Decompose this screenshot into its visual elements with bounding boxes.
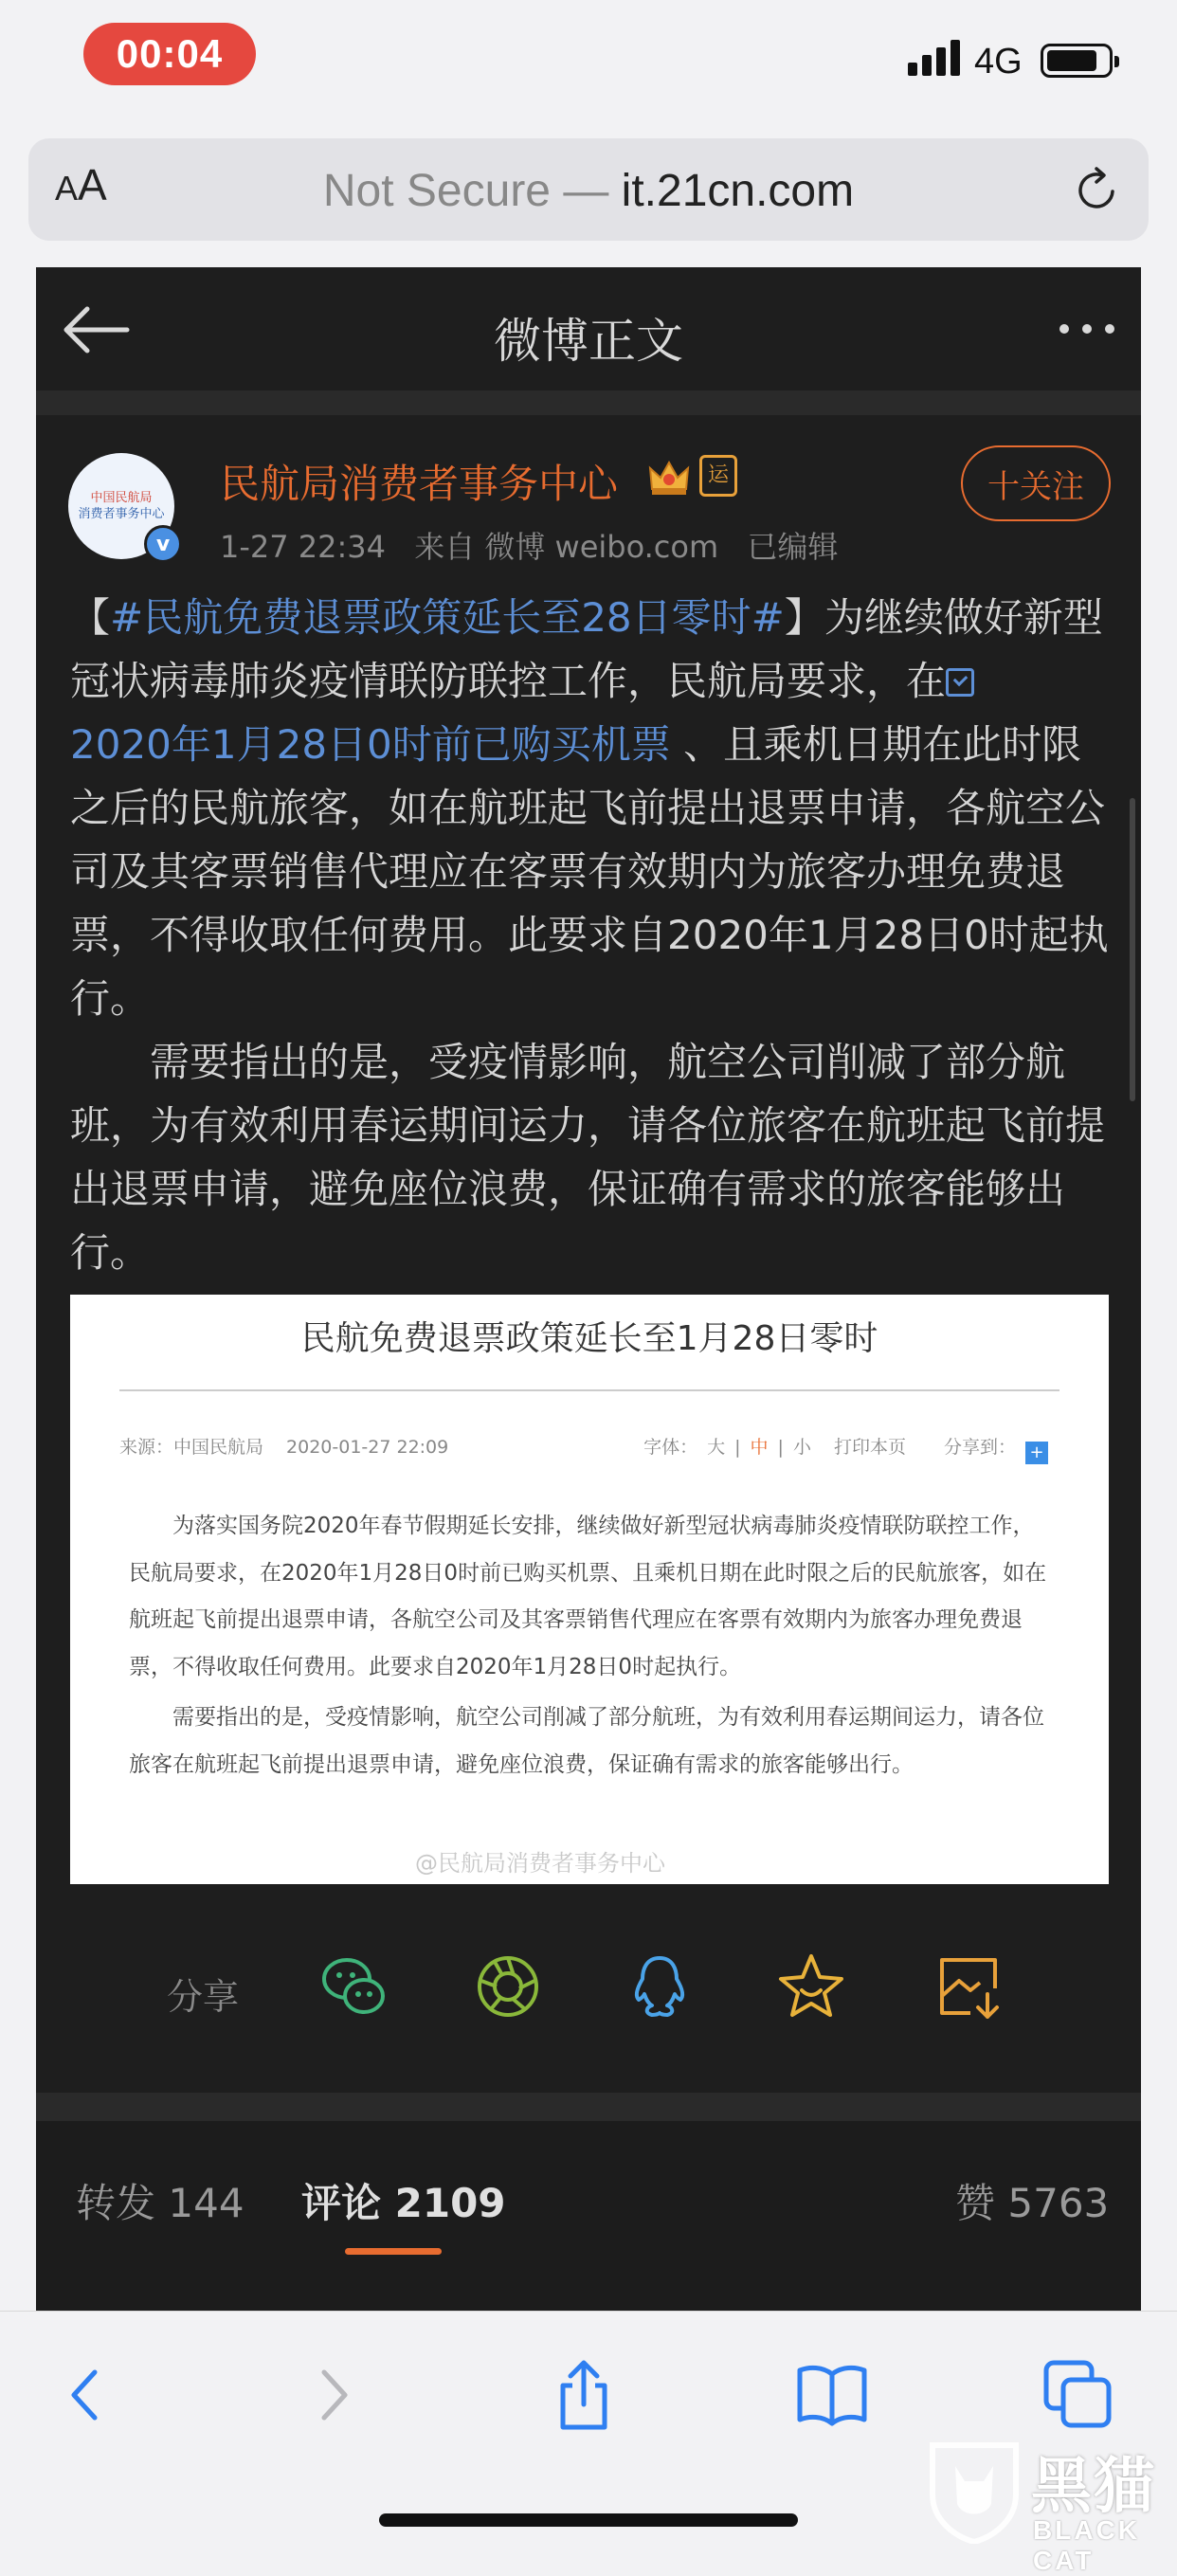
article-tools: 字体： 大 | 中 | 小 打印本页 分享到： + [634,1433,1048,1464]
reload-icon[interactable] [1071,163,1124,216]
more-dots-icon[interactable] [1059,324,1114,334]
security-warning: Not Secure — [322,166,622,216]
date-link[interactable]: 2020年1月28日0时前已购买机票 [70,721,671,768]
divider [36,2093,1141,2121]
weibo-page [36,267,1141,2311]
status-time: 00:04 [83,23,256,85]
forward-icon[interactable] [296,2357,371,2433]
save-image-icon[interactable] [933,1950,1005,2023]
article-body: 为落实国务院2020年春节假期延长安排，继续做好新型冠状病毒肺炎疫情联防联控工作，民航局要求，在2020年1月28日0时前已购买机票、且乘机日期在此时限之后的民航旅客，如在航班起飞前提出退票申请，各航空公司及其客票销售代理应在客票有效期内为旅客办理免费退票，不得收取任何费用。此要求自2020年1月28日0时起执行。 需要指出的是，受疫情影响，航空公司削减了部分航班，为有效利用春运期间运力，请各位旅客在航班起飞前提出退票申请，避免座位浪费，保证确有需求的旅客能够出行。 [129,1514,1047,1777]
status-bar [0,0,1177,123]
follow-button[interactable]: 十关注 [961,445,1111,521]
tabs-icon[interactable] [1041,2357,1116,2433]
qq-icon[interactable] [624,1950,696,2023]
post-image[interactable] [70,1295,1109,1884]
tab-repost[interactable]: 转发 144 [76,2180,244,2226]
share-icon[interactable] [546,2357,622,2433]
post-body: 【#民航免费退票政策延长至28日零时#】为继续做好新型冠状病毒肺炎疫情联防联控工作，民航局要求，在 2020年1月28日0时前已购买机票 、且乘机日期在此时限之后的民航旅客，如在航班起飞前提出退票申请，各航空公司及其客票销售代理应在客票有效期内为旅客办理免费退票，不得收取任何费用。此要求自2020年1月28日0时起执行。 需要指出的是，受疫情影响，航空公司削减了部分航班，为有效利用春运期间运力，请各位旅客在航班起飞前提出退票申请，避免座位浪费，保证确有需求的旅客能够出行。 [70,586,1109,1284]
hashtag-link[interactable]: #民航免费退票政策延长至28日零时# [110,594,785,641]
article-rule [119,1389,1059,1391]
home-indicator [379,2513,798,2527]
black-cat-logo [915,2432,1177,2575]
logo-text-en: BLACK CAT [1033,2515,1140,2575]
post-paragraph-2: 需要指出的是，受疫情影响，航空公司削减了部分航班，为有效利用春运期间运力，请各位旅客在航班起飞前提出退票申请，避免座位浪费，保证确有需求的旅客能够出行。 [70,1039,1106,1276]
edited-label: 已编辑 [747,529,839,565]
post-timestamp: 1-27 22:34 [220,529,387,565]
bookmarks-icon[interactable] [794,2357,870,2433]
username[interactable]: 民航局消费者事务中心 [220,461,619,507]
level-badge-icon: 运 [699,455,737,497]
scrollbar[interactable] [1130,798,1135,1101]
favorite-star-icon[interactable] [775,1950,847,2023]
back-icon[interactable] [47,2357,123,2433]
signal-strength-icon [908,38,961,76]
article-meta: 来源：中国民航局 2020-01-27 22:09 [119,1437,449,1458]
active-tab-indicator [345,2248,442,2255]
divider [36,390,1141,415]
tab-comments[interactable]: 评论 2109 [301,2180,506,2226]
cat-shield-icon [923,2438,1025,2544]
crown-badge-icon [648,459,690,497]
moments-icon[interactable] [472,1950,544,2023]
wechat-icon[interactable] [318,1950,390,2023]
share-label: 分享 [167,1976,240,2018]
url-display[interactable] [28,165,1149,217]
page-title: 微博正文 [494,314,683,369]
image-watermark: @民航局消费者事务中心 [415,1850,665,1877]
battery-icon [1041,44,1113,78]
plus-share-icon: + [1025,1442,1048,1464]
article-title: 民航免费退票政策延长至1月28日零时 [300,1319,878,1358]
network-type: 4G [974,42,1023,82]
calendar-icon [946,668,974,697]
post-source: 来自 微博 weibo.com [414,529,719,565]
page-header [36,267,1141,390]
text-size-button[interactable]: AA [55,160,107,209]
url-host: it.21cn.com [621,166,855,216]
address-bar[interactable] [28,138,1149,241]
avatar[interactable]: 中国民航局 消费者事务中心 [68,453,174,559]
logo-text-zh: 黑猫 [1031,2452,1156,2522]
post-meta [220,523,857,567]
verified-badge-icon: v [144,525,182,563]
tab-likes[interactable]: 赞 5763 [955,2180,1110,2226]
